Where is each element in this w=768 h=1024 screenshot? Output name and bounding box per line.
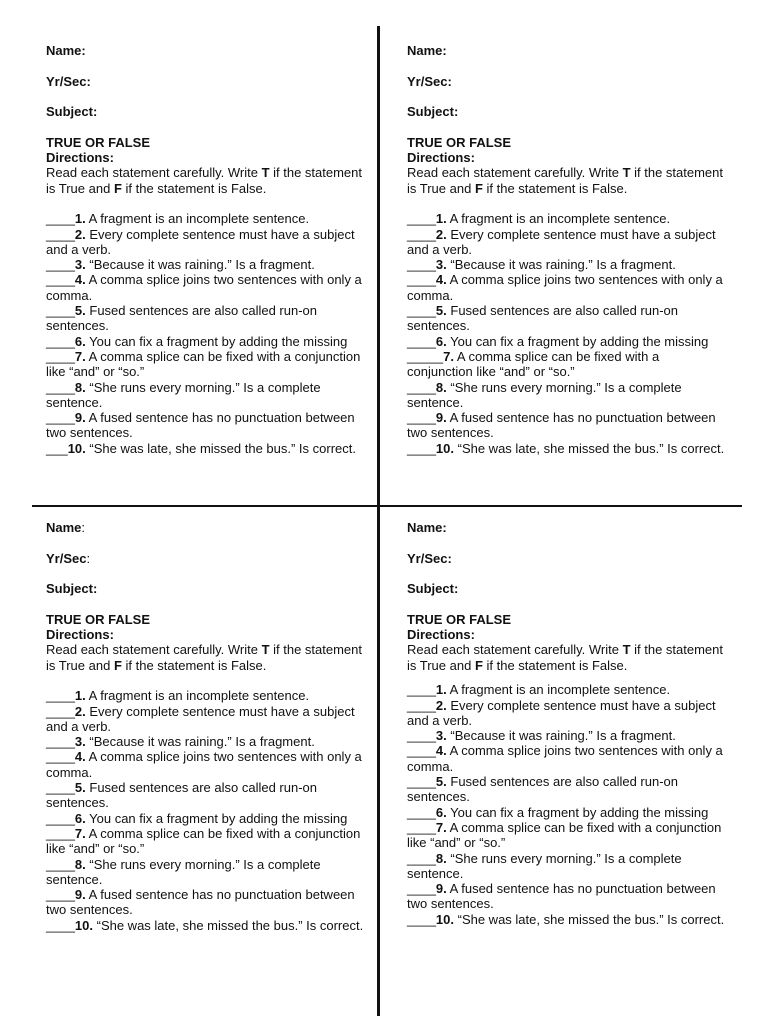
question-text: You can fix a fragment by adding the missing: [446, 804, 709, 820]
question-item: [46, 410, 364, 441]
quiz-quadrant-top-left: [46, 43, 364, 456]
answer-blank[interactable]: ____: [46, 303, 75, 319]
question-item: [46, 441, 364, 456]
question-number: 7.: [74, 825, 86, 841]
answer-blank[interactable]: ____: [407, 682, 436, 698]
question-number: 9.: [435, 410, 447, 426]
question-number: 2.: [74, 703, 86, 719]
question-number: 6.: [435, 804, 447, 820]
question-number: 6.: [435, 333, 447, 349]
question-item: [407, 303, 725, 334]
question-number: 9.: [435, 881, 447, 897]
question-text: “She runs every morning.” Is a complete sentence.: [46, 379, 321, 410]
quiz-quadrant-top-right: [407, 43, 725, 456]
question-item: [407, 728, 725, 743]
answer-blank[interactable]: ____: [407, 257, 436, 273]
question-text: “Because it was raining.” Is a fragment.: [85, 734, 315, 750]
question-text: A fused sentence has no punctuation between two sentences.: [407, 410, 716, 441]
vertical-cut-line: [377, 26, 380, 1016]
yr-sec-field: Yr/Sec:: [46, 550, 91, 566]
answer-blank[interactable]: ____: [46, 257, 75, 273]
question-text: “She runs every morning.” Is a complete sentence.: [46, 856, 321, 887]
subject-field: Subject:: [46, 581, 98, 597]
question-text: Every complete sentence must have a subject and a verb.: [46, 226, 355, 257]
answer-blank[interactable]: ____: [407, 226, 436, 242]
answer-blank[interactable]: ____: [46, 810, 75, 826]
directions-label: Directions:: [407, 627, 475, 643]
question-text: “Because it was raining.” Is a fragment.: [446, 728, 676, 744]
question-number: 4.: [74, 749, 86, 765]
question-number: 7.: [443, 348, 454, 364]
answer-blank[interactable]: ____: [46, 410, 75, 426]
answer-blank[interactable]: ____: [46, 333, 75, 349]
yr-sec-field: Yr/Sec:: [407, 73, 452, 89]
question-number: 7.: [74, 348, 86, 364]
question-number: 5.: [435, 303, 447, 319]
question-text: “She was late, she missed the bus.” Is correct.: [93, 917, 364, 933]
question-item: [46, 688, 364, 703]
question-number: 8.: [435, 850, 447, 866]
question-text: Fused sentences are also called run-on sentences.: [46, 780, 318, 811]
directions-label: Directions:: [407, 150, 475, 166]
question-item: [46, 272, 364, 303]
directions-label: Directions:: [46, 150, 114, 166]
question-number: 5.: [435, 774, 447, 790]
yr-sec-field: Yr/Sec:: [407, 550, 452, 566]
answer-blank[interactable]: ____: [407, 804, 436, 820]
question-text: “She runs every morning.” Is a complete sentence.: [407, 850, 682, 881]
question-item: [407, 380, 725, 411]
question-item: [46, 749, 364, 780]
answer-blank[interactable]: ____: [46, 379, 75, 395]
question-item: [407, 349, 725, 380]
question-item: [407, 257, 725, 272]
question-text: “She runs every morning.” Is a complete sentence.: [407, 379, 682, 410]
question-item: [46, 211, 364, 226]
answer-blank[interactable]: ___: [46, 440, 68, 456]
answer-blank[interactable]: ____: [46, 688, 75, 704]
question-number: 8.: [74, 856, 86, 872]
question-number: 7.: [435, 819, 447, 835]
question-list: [46, 688, 364, 933]
question-number: 6.: [74, 333, 86, 349]
question-item: [46, 811, 364, 826]
name-field: Name:: [407, 43, 447, 58]
question-item: [407, 211, 725, 226]
question-text: A comma splice joins two sentences with only a comma.: [46, 749, 362, 780]
question-number: 2.: [435, 697, 447, 713]
answer-blank[interactable]: ____: [46, 348, 75, 364]
quiz-quadrant-bottom-right: [407, 520, 725, 927]
question-item: [46, 334, 364, 349]
question-text: A fused sentence has no punctuation between two sentences.: [46, 410, 355, 441]
question-text: Fused sentences are also called run-on sentences.: [46, 303, 318, 334]
question-number: 1.: [435, 211, 447, 227]
question-item: [46, 380, 364, 411]
question-item: [46, 780, 364, 811]
question-list: [407, 682, 725, 927]
subject-field: Subject:: [407, 104, 459, 120]
question-number: 4.: [435, 272, 447, 288]
question-text: “She was late, she missed the bus.” Is correct.: [85, 440, 357, 456]
answer-blank[interactable]: ____: [407, 211, 436, 227]
question-text: You can fix a fragment by adding the missing: [85, 333, 348, 349]
answer-blank[interactable]: ____: [46, 917, 75, 933]
answer-blank[interactable]: ____: [46, 226, 75, 242]
question-number: 3.: [74, 257, 86, 273]
question-number: 4.: [74, 272, 86, 288]
quiz-title: TRUE OR FALSE: [407, 611, 512, 627]
answer-blank[interactable]: ____: [407, 410, 436, 426]
question-item: [407, 682, 725, 697]
question-text: “Because it was raining.” Is a fragment.: [446, 257, 676, 273]
question-item: [407, 698, 725, 729]
answer-blank[interactable]: ____: [407, 819, 436, 835]
question-number: 5.: [74, 780, 86, 796]
question-text: A fused sentence has no punctuation between two sentences.: [407, 881, 716, 912]
question-text: Fused sentences are also called run-on sentences.: [407, 774, 679, 805]
question-number: 3.: [74, 734, 86, 750]
answer-blank[interactable]: ____: [407, 850, 436, 866]
question-number: 8.: [74, 379, 86, 395]
question-text: A comma splice can be fixed with a conjunction like “and” or “so.”: [46, 825, 361, 857]
question-text: Every complete sentence must have a subject and a verb.: [407, 697, 716, 728]
question-text: You can fix a fragment by adding the missing: [446, 333, 709, 349]
question-item: [46, 349, 364, 380]
question-item: [407, 820, 725, 851]
answer-blank[interactable]: _____: [407, 348, 444, 364]
question-text: A fragment is an incomplete sentence.: [446, 211, 671, 227]
question-text: A fragment is an incomplete sentence.: [446, 682, 671, 698]
question-number: 2.: [435, 226, 447, 242]
question-number: 1.: [74, 688, 86, 704]
question-text: A fragment is an incomplete sentence.: [85, 688, 310, 704]
question-number: 3.: [435, 728, 447, 744]
directions-text: Read each statement carefully. Write T if the statement is True and F if the statement is False.: [46, 642, 363, 673]
question-item: [407, 441, 725, 456]
answer-blank[interactable]: ____: [407, 333, 436, 349]
yr-sec-field: Yr/Sec:: [46, 73, 91, 89]
answer-blank[interactable]: ____: [46, 856, 75, 872]
question-number: 10.: [74, 917, 93, 933]
question-item: [407, 805, 725, 820]
question-text: A comma splice joins two sentences with only a comma.: [407, 743, 723, 774]
question-text: Every complete sentence must have a subject and a verb.: [407, 226, 716, 257]
question-item: [46, 704, 364, 735]
answer-blank[interactable]: ____: [46, 211, 75, 227]
quiz-title: TRUE OR FALSE: [407, 134, 512, 150]
answer-blank[interactable]: ____: [407, 303, 436, 319]
question-text: A comma splice joins two sentences with only a comma.: [407, 272, 723, 303]
directions-label: Directions:: [46, 627, 114, 643]
directions-text: Read each statement carefully. Write T if the statement is True and F if the statement is False.: [46, 165, 363, 196]
question-text: “She was late, she missed the bus.” Is correct.: [454, 911, 725, 927]
question-number: 2.: [74, 226, 86, 242]
question-number: 10.: [435, 911, 454, 927]
question-number: 10.: [67, 440, 86, 456]
question-item: [407, 272, 725, 303]
answer-blank[interactable]: ____: [407, 774, 436, 790]
subject-field: Subject:: [46, 104, 98, 120]
question-item: [46, 257, 364, 272]
question-text: A comma splice can be fixed with a conjunction like “and” or “so.”: [407, 348, 660, 380]
question-list: [407, 211, 725, 456]
answer-blank[interactable]: ____: [407, 272, 436, 288]
question-item: [46, 227, 364, 258]
question-number: 10.: [435, 440, 454, 456]
question-item: [46, 857, 364, 888]
question-item: [407, 410, 725, 441]
question-item: [46, 303, 364, 334]
question-text: A comma splice joins two sentences with only a comma.: [46, 272, 362, 303]
answer-blank[interactable]: ____: [407, 881, 436, 897]
question-text: A fused sentence has no punctuation between two sentences.: [46, 887, 355, 918]
question-text: A comma splice can be fixed with a conjunction like “and” or “so.”: [46, 348, 361, 380]
question-number: 4.: [435, 743, 447, 759]
question-number: 1.: [435, 682, 447, 698]
name-field: Name:: [46, 520, 86, 535]
question-text: Every complete sentence must have a subject and a verb.: [46, 703, 355, 734]
question-number: 3.: [435, 257, 447, 273]
question-item: [46, 918, 364, 933]
question-item: [46, 734, 364, 749]
question-text: Fused sentences are also called run-on sentences.: [407, 303, 679, 334]
answer-blank[interactable]: ____: [407, 911, 436, 927]
answer-blank[interactable]: ____: [407, 728, 436, 744]
question-item: [407, 743, 725, 774]
question-text: “Because it was raining.” Is a fragment.: [85, 257, 315, 273]
directions-text: Read each statement carefully. Write T if the statement is True and F if the statement is False.: [407, 642, 724, 673]
question-item: [407, 774, 725, 805]
question-list: [46, 211, 364, 456]
answer-blank[interactable]: ____: [46, 780, 75, 796]
quiz-title: TRUE OR FALSE: [46, 611, 151, 627]
question-item: [407, 881, 725, 912]
answer-blank[interactable]: ____: [407, 743, 436, 759]
answer-blank[interactable]: ____: [46, 272, 75, 288]
question-text: A comma splice can be fixed with a conjunction like “and” or “so.”: [407, 819, 722, 851]
answer-blank[interactable]: ____: [407, 697, 436, 713]
question-text: “She was late, she missed the bus.” Is correct.: [454, 440, 725, 456]
answer-blank[interactable]: ____: [407, 440, 436, 456]
question-number: 1.: [74, 211, 86, 227]
question-item: [407, 227, 725, 258]
question-item: [46, 826, 364, 857]
answer-blank[interactable]: ____: [46, 734, 75, 750]
answer-blank[interactable]: ____: [46, 887, 75, 903]
name-field: Name:: [407, 520, 447, 535]
answer-blank[interactable]: ____: [407, 379, 436, 395]
name-field: Name:: [46, 43, 86, 58]
answer-blank[interactable]: ____: [46, 749, 75, 765]
question-number: 6.: [74, 810, 86, 826]
question-number: 5.: [74, 303, 86, 319]
subject-field: Subject:: [407, 581, 459, 597]
question-number: 8.: [435, 379, 447, 395]
question-item: [407, 334, 725, 349]
question-number: 9.: [74, 887, 86, 903]
directions-text: Read each statement carefully. Write T if the statement is True and F if the statement is False.: [407, 165, 724, 196]
horizontal-cut-line: [32, 505, 742, 507]
answer-blank[interactable]: ____: [46, 825, 75, 841]
quiz-title: TRUE OR FALSE: [46, 134, 151, 150]
question-item: [46, 887, 364, 918]
question-item: [407, 912, 725, 927]
answer-blank[interactable]: ____: [46, 703, 75, 719]
question-number: 9.: [74, 410, 86, 426]
question-text: You can fix a fragment by adding the missing: [85, 810, 348, 826]
quiz-quadrant-bottom-left: [46, 520, 364, 933]
question-text: A fragment is an incomplete sentence.: [85, 211, 310, 227]
question-item: [407, 851, 725, 882]
